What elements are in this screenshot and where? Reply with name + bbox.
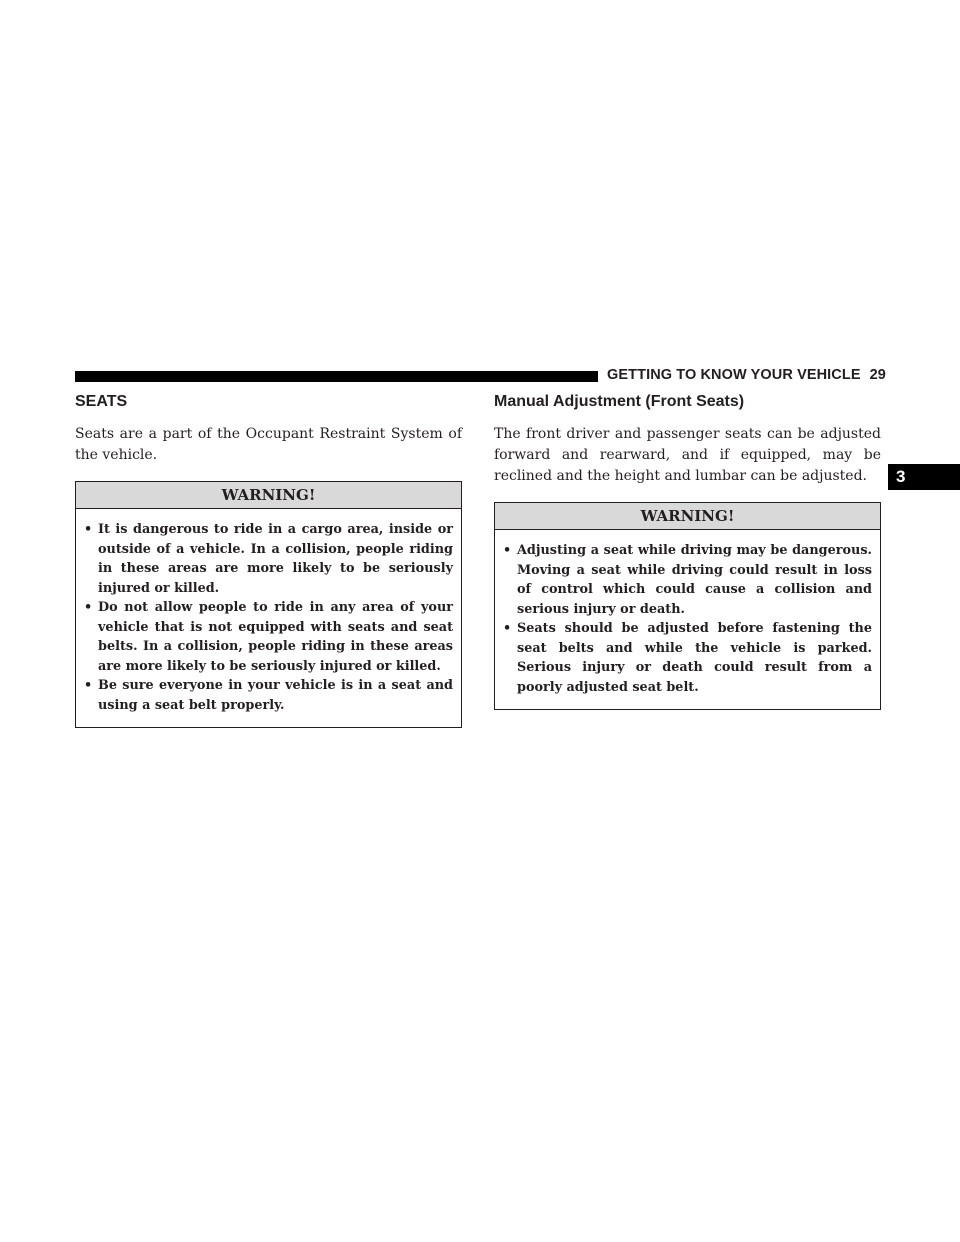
- header-rule: [75, 371, 598, 382]
- warning-item: • Do not allow people to ride in any area of your vehicle that is not equipped with seats and seat belts. In a collision, people riding in these areas are more likely to be seriously injured or killed.: [84, 600, 453, 674]
- chapter-tab: [888, 464, 960, 490]
- bullet-icon: •: [84, 678, 93, 693]
- bullet-icon: •: [84, 522, 93, 537]
- warning-item: • Adjusting a seat while driving may be dangerous. Moving a seat while driving could result in loss of control which could cause a collision and serious injury or death.: [503, 543, 872, 617]
- warning-box-seats: [75, 481, 462, 728]
- section-heading-seats: SEATS: [75, 393, 128, 410]
- warning-box-manual-adjustment: [494, 502, 881, 710]
- page-number: 29: [869, 367, 886, 383]
- bullet-icon: •: [503, 543, 512, 558]
- warning-item: • Be sure everyone in your vehicle is in a seat and using a seat belt properly.: [84, 678, 453, 713]
- warning-item: • It is dangerous to ride in a cargo area, inside or outside of a vehicle. In a collision, people riding in these areas are more likely to be seriously injured or killed.: [84, 522, 453, 596]
- chapter-number: 3: [896, 467, 906, 486]
- left-column: [75, 392, 462, 728]
- bullet-icon: •: [84, 600, 93, 615]
- warning-item: • Seats should be adjusted before fastening the seat belts and while the vehicle is parked. Serious injury or death could result from a poorly adjusted seat belt.: [503, 621, 872, 695]
- warning-list: [495, 530, 880, 709]
- warning-title: WARNING!: [495, 503, 880, 530]
- bullet-icon: •: [503, 621, 512, 636]
- seats-intro: Seats are a part of the Occupant Restraint System of the vehicle.: [75, 426, 462, 463]
- warning-list: [76, 509, 461, 727]
- running-header: [607, 367, 886, 383]
- manual-adjustment-intro: The front driver and passenger seats can be adjusted forward and rearward, and if equipped, may be reclined and the height and lumbar can be adjusted.: [494, 426, 881, 484]
- right-column: [494, 392, 881, 710]
- section-title: GETTING TO KNOW YOUR VEHICLE: [607, 367, 861, 383]
- warning-title: WARNING!: [76, 482, 461, 509]
- section-heading-manual-adjustment: Manual Adjustment (Front Seats): [494, 393, 745, 410]
